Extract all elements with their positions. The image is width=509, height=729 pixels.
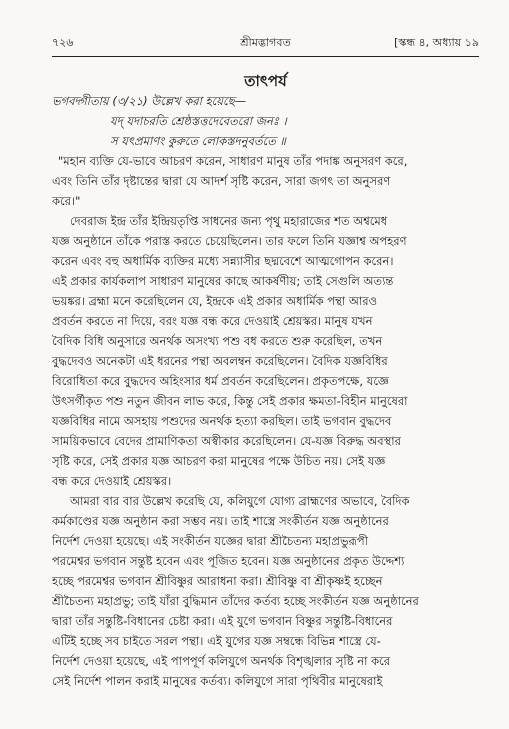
- paragraph-line: পরমেশ্বর ভগবান সন্তুষ্ট হবেন এবং পূজিত হবেন। যজ্ঞ অনুষ্ঠানের প্রকৃত উদ্দেশ্য: [52, 554, 405, 568]
- quote-line: এবং তিনি তাঁর দৃষ্টান্তের দ্বারা যে আদর্শ সৃষ্টি করেন, সারা জগৎ তা অনুসরণ: [52, 174, 391, 188]
- section-heading: তাৎপর্য: [244, 72, 287, 90]
- paragraph-line: নির্দেশ দেওয়া হয়েছে, এই পাপপূর্ণ কলিযুগে অনর্থক বিশৃঙ্খলার সৃষ্টি না করে: [52, 654, 391, 668]
- paragraph-line: বন্ধ করে দেওয়াই শ্রেয়স্কর।: [52, 474, 172, 488]
- paragraph-line: সাময়িকভাবে বেদের প্রামাণিকতা অস্বীকার করেছিলেন। যে-যজ্ঞ বিরুদ্ধ অবস্থার: [52, 434, 401, 448]
- paragraph-line: ভয়ঙ্কর। ব্রহ্মা মনে করেছিলেন যে, ইন্দ্রকে এই প্রকার অধার্মিক পন্থা আরও: [52, 294, 378, 308]
- page-number: ৭২৬: [52, 36, 74, 49]
- intro-line: ভগবদ্গীতায় (৩/২১) উল্লেখ করা হয়েছে—: [52, 94, 247, 108]
- paragraph-line: উৎসর্গীকৃত পশু নতুন জীবন লাভ করে, কিন্তু সেই প্রকার ক্ষমতা-বিহীন মানুষেরা: [52, 394, 408, 408]
- paragraph-line: বুদ্ধদেবও অনেকটা এই ধরনের পন্থা অবলম্বন করেছিলেন। বৈদিক যজ্ঞবিধির: [52, 354, 388, 368]
- body-text: [52, 91, 479, 691]
- paragraph-line: সৃষ্টি করে, সেই প্রকার যজ্ঞ আচরণ করা মানুষের পক্ষে উচিত নয়। সেই যজ্ঞ: [52, 454, 386, 468]
- paragraph-line: এটিই হচ্ছে সব চাইতে সরল পন্থা। এই যুগের যজ্ঞ সম্বন্ধে বিভিন্ন শাস্ত্রে যে-: [52, 634, 381, 648]
- verse-line: যদ্ যদাচরতি শ্রেষ্ঠস্তত্তদেবেতরো জনঃ ।: [110, 114, 287, 128]
- paragraph-line: দেবরাজ ইন্দ্র তাঁর ইন্দ্রিয়তৃপ্তি সাধনের জন্য পৃথু মহারাজের শত অশ্বমেধ: [70, 214, 388, 228]
- paragraph-line: যজ্ঞবিধির নামে অসহায় পশুদের অনর্থক হত্যা করছিল। তাই ভগবান বুদ্ধদেব: [52, 414, 392, 428]
- header-rule: [52, 56, 479, 57]
- quote-line: করে।": [52, 194, 81, 208]
- paragraph-line: সেই নির্দেশ পালন করাই মানুষের কর্তব্য। কলিযুগে সারা পৃথিবীর মানুষেরাই: [52, 674, 383, 688]
- paragraph-line: দ্বারা তাঁর সন্তুষ্টি-বিধানের চেষ্টা করা। এই যুগে ভগবান বিষ্ণুর সন্তুষ্টি-বিধানের: [52, 614, 393, 628]
- section-reference: [স্কন্ধ ৪, অধ্যায় ১৯: [394, 36, 479, 49]
- paragraph-line: বৈদিক বিধি অনুসারে অনর্থক অসংখ্য পশু বধ করতে শুরু করেছিল, তখন: [52, 334, 383, 348]
- paragraph-line: করেন এবং বহু অধার্মিক ব্যক্তির মধ্যে সন্ন্যাসীর ছদ্মবেশে আত্মগোপন করেন।: [52, 254, 394, 268]
- book-title: শ্রীমদ্ভাগবত: [240, 36, 291, 49]
- paragraph-line: কর্মকাণ্ডের যজ্ঞ অনুষ্ঠান করা সম্ভব নয়। তাই শাস্ত্রে সংকীর্তন যজ্ঞ অনুষ্ঠানের: [52, 514, 389, 528]
- verse-line: স যৎপ্রমাণং কুরুতে লোকস্তদনুবর্ততে ॥: [110, 134, 286, 148]
- paragraph-line: যজ্ঞ অনুষ্ঠানে তাঁকে পরাস্ত করতে চেয়েছিলেন। তার ফলে তিনি যজ্ঞাশ্ব অপহরণ: [52, 234, 407, 248]
- paragraph-line: হচ্ছে পরমেশ্বর ভগবান শ্রীবিষ্ণুর আরাধনা করা। শ্রীবিষ্ণু বা শ্রীকৃষ্ণই হচ্ছেন: [52, 574, 383, 588]
- quote-line: "মহান ব্যক্তি যে-ভাবে আচরণ করেন, সাধারণ মানুষ তাঁর পদাঙ্ক অনুসরণ করে,: [58, 154, 408, 168]
- running-header: [52, 34, 479, 52]
- paragraph-line: শ্রীচৈতন্য মহাপ্রভু; তাই যাঁরা বুদ্ধিমান তাঁদের কর্তব্য হচ্ছে সংকীর্তন যজ্ঞ অনুষ্ঠানের: [52, 594, 419, 608]
- paragraph-line: প্রবর্তন করতে না দিয়ে, বরং যজ্ঞ বন্ধ করে দেওয়াই শ্রেয়স্কর। মানুষ যখন: [52, 314, 373, 328]
- paragraph-line: আমরা বার বার উল্লেখ করেছি যে, কলিযুগে যোগ্য ব্রাহ্মণের অভাবে, বৈদিক: [70, 494, 410, 508]
- paragraph-line: এই প্রকার কার্যকলাপ সাধারণ মানুষের কাছে আকর্ষণীয়; তাই সেগুলি অত্যন্ত: [52, 274, 394, 288]
- paragraph-line: নির্দেশ দেওয়া হয়েছে। এই সংকীর্তন যজ্ঞের দ্বারা শ্রীচৈতন্য মহাপ্রভুরূপী: [52, 534, 369, 548]
- paragraph-line: বিরোধিতা করে বুদ্ধদেব অহিংসার ধর্ম প্রবর্তন করেছিলেন। প্রকৃতপক্ষে, যজ্ঞে: [52, 374, 389, 388]
